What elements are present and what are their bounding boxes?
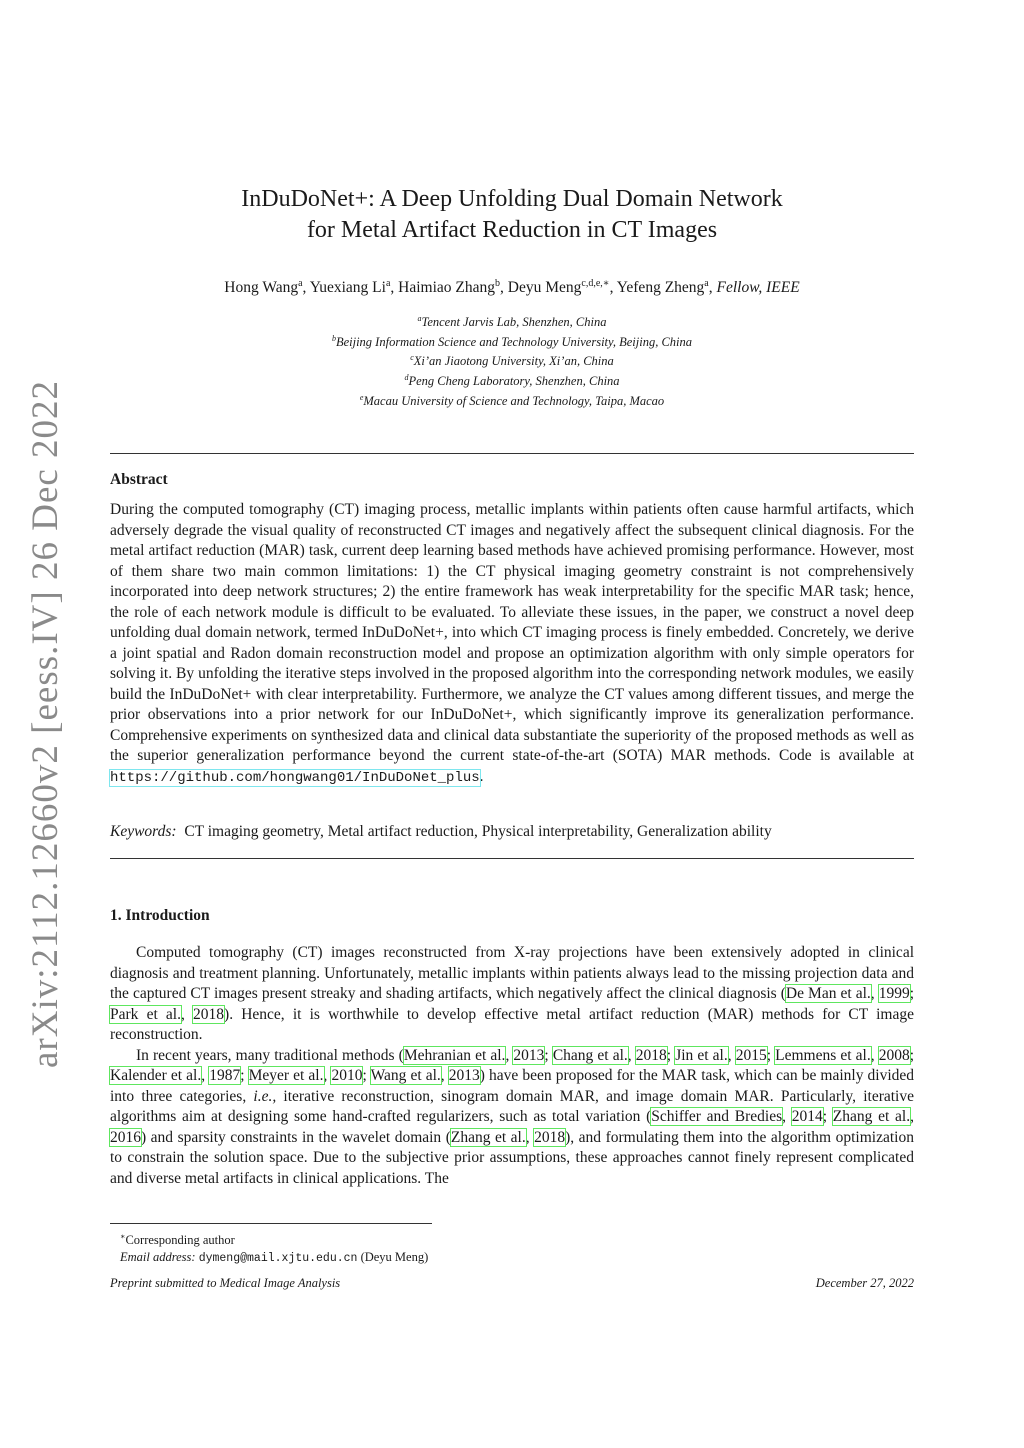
citation-link[interactable]: 2014	[791, 1108, 823, 1125]
author-name: Haimiao Zhang	[398, 279, 495, 297]
author-sup: c,d,e,∗	[581, 278, 610, 289]
footer-date: December 27, 2022	[815, 1276, 914, 1290]
paragraph-text: ,	[870, 985, 879, 1002]
page-footer	[110, 1276, 914, 1291]
affiliation: $^b$Beijing Information Science and Technology University, Beijing, China	[331, 333, 693, 349]
code-link[interactable]: https://github.com/hongwang01/InDuDoNet_plus	[110, 769, 480, 786]
paragraph-text: ,	[440, 1067, 449, 1084]
affiliation: $^e$Macau University of Science and Technology, Taipa, Macao	[359, 392, 665, 408]
citation-link[interactable]: Meyer et al.	[248, 1067, 324, 1084]
footer-left: Preprint submitted to Medical Image Analysis	[110, 1276, 341, 1290]
author-sup: b	[495, 278, 500, 289]
author-name: Yuexiang Li	[309, 279, 386, 297]
intro-paragraph-1	[110, 943, 914, 1046]
citation-link[interactable]: 2018	[193, 1005, 225, 1023]
paragraph-text: ;	[909, 1046, 915, 1064]
footnote: ∗Corresponding author Email address: dymeng@mail.xjtu.edu.cn (Deyu Meng)	[120, 1232, 429, 1266]
paragraph-text: ;	[666, 1046, 676, 1064]
paragraph-text: ). Hence, it is worthwhile to develop effective metal artifact reduction (MAR) methods for CT image reconstruction.	[110, 1005, 914, 1043]
paragraph-text: ;	[240, 1067, 249, 1084]
citation-link[interactable]: Zhang et al.	[832, 1108, 911, 1125]
citation-link[interactable]: Schiffer and Bredies	[651, 1108, 783, 1125]
citation-link[interactable]: 1999	[878, 985, 910, 1002]
paragraph-text: ;	[766, 1046, 776, 1064]
paragraph-text: ) have been proposed for the MAR task, which can be mainly divided into three categories,	[110, 1067, 915, 1105]
paragraph-text: ,	[910, 1108, 914, 1125]
abstract-top-rule	[110, 453, 914, 454]
paragraph-text: ,	[180, 1005, 194, 1023]
citation-link[interactable]: Park et al.	[110, 1005, 181, 1023]
citation-link[interactable]: 2010	[331, 1067, 363, 1084]
paragraph-text: ,	[627, 1046, 636, 1064]
affiliation-list	[110, 311, 914, 409]
abstract-bottom-rule	[110, 858, 914, 859]
keywords	[110, 822, 914, 843]
paragraph-text: ;	[362, 1067, 371, 1084]
citation-link[interactable]: Chang et al.	[552, 1046, 628, 1064]
citation-link[interactable]: Jin et al.	[675, 1046, 728, 1064]
keywords-text: CT imaging geometry, Metal artifact reduction, Physical interpretability, Generalization ability	[184, 823, 772, 840]
paragraph-text: ;	[909, 985, 915, 1002]
citation-link[interactable]: 2013	[448, 1067, 480, 1084]
author-list: Hong Wang$^a$, Yuexiang Li$^a$, Haimiao Zhang$^b$, Deyu Meng$^{c,d,e,∗}$, Yefeng Zheng$^a$, Fellow, IEEE	[224, 278, 800, 297]
introduction-heading: 1. Introduction	[110, 907, 210, 924]
paragraph-text: ,	[870, 1046, 879, 1064]
author-title: Fellow, IEEE	[716, 279, 800, 297]
code-prefix: Code is available at	[778, 747, 915, 764]
abstract-body: During the computed tomography (CT) imaging process, metallic implants within patients often cause harmful artifacts, which adversely degrade the visual quality of reconstructed CT images and negatively affect the subsequent clinical diagnosis. For the metal artifact reduction (MAR) task, current deep learning based methods have achieved promising performance. However, most of them share two main common limitations: 1) the CT physical imaging geometry constraint is not comprehensively incorporated into deep network structures; 2) the entire framework has weak interpretability for the specific MAR task; hence, the role of each network module is difficult to be evaluated. To alleviate these issues, in the paper, we construct a novel deep unfolding dual domain network, termed InDuDoNet+, into which CT imaging process is finely embedded. Concretely, we derive a joint spatial and Radon domain reconstruction model and propose an optimization algorithm with only simple operators for solving it. By unfolding the iterative steps involved in the proposed algorithm into the corresponding network modules, we easily build the InDuDoNet+ with clear interpretability. Furthermore, we analyze the CT values among different tissues, and merge the prior observations into a prior network for our InDuDoNet+, which significantly improve its generalization performance. Comprehensive experiments on synthesized data and clinical data substantiate the superiority of the proposed methods as well as the superior generalization performance beyond the current state-of-the-art (SOTA) MAR methods. Code is available at https://github.com/hongwang01/InDuDoNet_plus.	[110, 501, 915, 786]
title-line-2: for Metal Artifact Reduction in CT Images	[306, 217, 718, 243]
paragraph-text: ,	[525, 1128, 535, 1146]
paragraph-text: ), and formulating them into the algorithm optimization to constrain the solution space. Due to the subjective prior assumptions, these approaches cannot finely represent complicated and diverse metal artifacts in clinical applications. The	[110, 1128, 914, 1187]
citation-link[interactable]: De Man et al.	[785, 985, 871, 1002]
author-name: Deyu Meng	[507, 279, 582, 297]
paragraph-text: ,	[727, 1046, 736, 1064]
email-address[interactable]: dymeng@mail.xjtu.edu.cn	[198, 1252, 358, 1266]
intro-paragraph-2	[110, 1046, 914, 1190]
paragraph-text: ,	[323, 1067, 332, 1084]
italic-text: i.e.,	[253, 1087, 277, 1105]
paragraph-text: ) and sparsity constraints in the wavelet domain (	[141, 1128, 451, 1146]
affiliation: $^c$Xi’an Jiaotong University, Xi’an, China	[410, 353, 614, 369]
paragraph-text: ,	[782, 1108, 792, 1125]
citation-link[interactable]: Kalender et al.	[110, 1067, 202, 1084]
author-name: Yefeng Zheng	[616, 279, 705, 297]
author-sup: a	[385, 278, 391, 289]
affiliation: $^a$Tencent Jarvis Lab, Shenzhen, China	[417, 314, 607, 330]
abstract-heading: Abstract	[110, 471, 168, 488]
citation-link[interactable]: Lemmens et al.	[775, 1046, 871, 1064]
author-sup: a	[704, 278, 709, 289]
paragraph-text: In recent years, many traditional methods (	[136, 1046, 404, 1064]
paragraph-text: ;	[822, 1108, 833, 1125]
paragraph-text: ,	[505, 1046, 514, 1064]
citation-link[interactable]: Zhang et al.	[450, 1128, 526, 1146]
affiliation: $^d$Peng Cheng Laboratory, Shenzhen, China	[404, 372, 620, 389]
citation-link[interactable]: Wang et al.	[370, 1067, 441, 1084]
citation-link[interactable]: 1987	[209, 1067, 241, 1084]
paragraph-text: iterative reconstruction, sinogram domain MAR, and image domain MAR. Particularly, iterative algorithms aim at designing some hand-crafted regularizers, such as total variation (	[110, 1087, 914, 1125]
author-name: Hong Wang	[224, 279, 299, 297]
footnote-rule	[110, 1223, 432, 1224]
abstract-text: During the computed tomography (CT) imaging process, metallic implants within patients often cause harmful artifacts, which adversely degrade the visual quality of reconstructed CT images and negatively affect the subsequent clinical diagnosis. For the metal artifact reduction (MAR) task, current deep learning based methods have achieved promising performance. However, most of them share two main common limitations: 1) the CT physical imaging geometry constraint is not comprehensively incorporated into deep network structures; 2) the entire framework has weak interpretability for the specific MAR task; hence, the role of each network module is difficult to be evaluated. To alleviate these issues, in the paper, we construct a novel deep unfolding dual domain network, termed InDuDoNet+, into which CT imaging process is finely embedded. Concretely, we derive a joint spatial and Radon domain reconstruction model and propose an optimization algorithm with only simple operators for solving it. By unfolding the iterative steps involved in the proposed algorithm into the corresponding network modules, we easily build the InDuDoNet+ with clear interpretability. Furthermore, we analyze the CT values among different tissues, and merge the prior observations into a prior network for our InDuDoNet+, which significantly improve its generalization performance. Comprehensive experiments on synthesized data and clinical data substantiate the superiority of the proposed methods as well as the superior generalization performance beyond the current state-of-the-art (SOTA) MAR methods.	[110, 501, 914, 764]
citation-link[interactable]: 2016	[110, 1128, 141, 1146]
citation-link[interactable]: 2018	[635, 1046, 667, 1064]
keywords-label: Keywords:	[110, 823, 177, 840]
citation-link[interactable]: 2013	[513, 1046, 545, 1064]
paragraph-text: Computed tomography (CT) images reconstructed from X-ray projections have been extensively adopted in clinical diagnosis and treatment planning. Unfortunately, metallic implants within patients always lead to the missing projection data and the captured CT images present streaky and shading artifacts, which negatively affect the clinical diagnosis (	[110, 944, 914, 1002]
introduction-body	[110, 943, 914, 1189]
title-line-1: InDuDoNet+: A Deep Unfolding Dual Domain Network	[241, 186, 783, 212]
paragraph-text: ;	[544, 1046, 553, 1064]
citation-link[interactable]: 2008	[878, 1046, 910, 1064]
paper-title	[110, 184, 914, 246]
arxiv-stamp: arXiv:2112.12660v2 [eess.IV] 26 Dec 2022	[25, 379, 66, 1068]
paragraph-text: ,	[201, 1067, 210, 1084]
corresponding-author: Corresponding author	[125, 1233, 235, 1248]
email-label: Email address:	[120, 1250, 196, 1265]
author-sup: a	[298, 278, 303, 289]
citation-link[interactable]: 2015	[735, 1046, 767, 1064]
citation-link[interactable]: 2018	[534, 1128, 566, 1146]
citation-link[interactable]: Mehranian et al.	[403, 1046, 506, 1064]
